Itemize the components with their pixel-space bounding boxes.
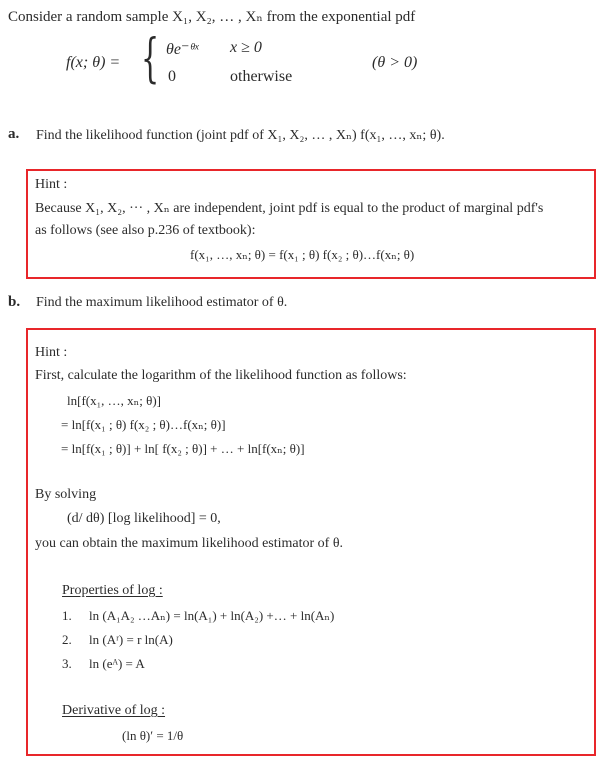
pdf-param-cond: (θ > 0) [372, 54, 418, 71]
hint-b-solving: By solving [35, 487, 97, 502]
property-text: ln (A₁A₂ …Aₙ) = ln(A₁) + ln(A₂) +… + ln(Aₙ) [89, 608, 335, 623]
piecewise-brace: { [141, 29, 160, 89]
properties-title: Properties of log : [62, 583, 163, 598]
pdf-case2-cond: otherwise [230, 68, 293, 85]
part-a-label: a. [8, 126, 20, 142]
pdf-lhs: f(x; θ) = [66, 54, 121, 71]
property-num: 3. [62, 656, 72, 671]
property-num: 2. [62, 632, 72, 647]
derivative-formula: (ln θ)′ = 1/θ [122, 728, 184, 743]
part-b-label: b. [8, 294, 21, 310]
hint-b-conclusion: you can obtain the maximum likelihood estimator of θ. [35, 536, 344, 551]
hint-b-eq3: = ln[f(x₁ ; θ)] + ln[ f(x₂ ; θ)] + … + ln[f(xₙ; θ)] [61, 441, 305, 456]
hint-a-line1: Because X₁, X₂, ··· , Xₙ are independent, joint pdf is equal to the product of marginal pdf's [35, 201, 544, 216]
hint-b-title: Hint : [35, 345, 68, 360]
pdf-case2-expr: 0 [168, 68, 176, 85]
part-a-text: Find the likelihood function (joint pdf of X₁, X₂, … , Xₙ) f(x₁, …, xₙ; θ). [36, 128, 445, 143]
derivative-title: Derivative of log : [62, 703, 166, 718]
hint-b-eq2: = ln[f(x₁ ; θ) f(x₂ ; θ)…f(xₙ; θ)] [61, 417, 226, 432]
property-text: ln (eᴬ) = A [89, 656, 145, 671]
hint-b-line1: First, calculate the logarithm of the likelihood function as follows: [35, 368, 407, 383]
hint-a-line2: as follows (see also p.236 of textbook): [35, 223, 256, 238]
property-num: 1. [62, 608, 72, 623]
hint-a-formula: f(x₁, …, xₙ; θ) = f(x₁ ; θ) f(x₂ ; θ)…f(xₙ; θ) [190, 247, 415, 262]
property-text: ln (Aʳ) = r ln(A) [89, 632, 173, 647]
pdf-case1-expr: θe⁻ᶿˣ [166, 41, 199, 58]
part-b-text: Find the maximum likelihood estimator of θ. [36, 295, 288, 310]
hint-a-title: Hint : [35, 177, 68, 192]
pdf-case1-cond: x ≥ 0 [230, 39, 262, 56]
hint-b-derivative-eq: (d/ dθ) [log likelihood] = 0, [67, 511, 221, 526]
intro-text: Consider a random sample X₁, X₂, … , Xₙ from the exponential pdf [8, 9, 416, 25]
hint-b-eq1: ln[f(x₁, …, xₙ; θ)] [67, 393, 162, 408]
